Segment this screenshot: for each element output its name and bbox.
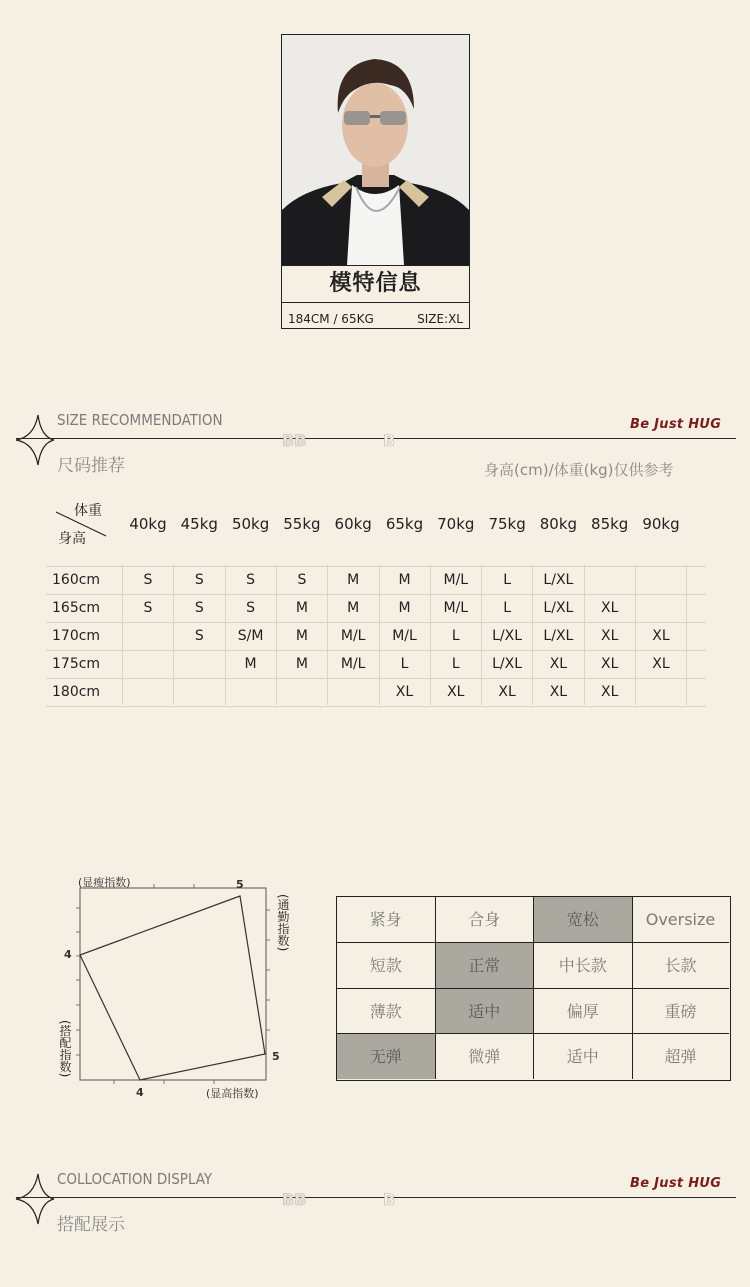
table-row-divider	[46, 594, 706, 595]
height-row-label: 170cm	[52, 628, 101, 644]
style-attribute-cell: 适中	[436, 989, 535, 1035]
size-cell: L	[451, 628, 460, 644]
height-index-label: (显高指数)	[206, 1087, 259, 1100]
brand-logo: Be Just HUG	[630, 1176, 722, 1191]
collocation-title-cn: 搭配展示	[57, 1215, 125, 1235]
index-polygon	[80, 896, 265, 1080]
slim-index-label: (显瘦指数)	[78, 876, 131, 889]
size-cell: M/L	[443, 600, 469, 616]
size-section-title-en: SIZE RECOMMENDATION	[57, 411, 223, 429]
table-row-divider	[46, 622, 706, 623]
style-attribute-cell: 重磅	[633, 989, 729, 1035]
height-row-label: 180cm	[52, 684, 101, 700]
index-frame	[80, 888, 266, 1080]
collocation-title-en: COLLOCATION DISPLAY	[57, 1170, 213, 1188]
svg-text:4: 4	[136, 1086, 144, 1099]
table-row-divider	[46, 678, 706, 679]
weight-column-header: 40kg	[129, 515, 167, 533]
size-cell: M/L	[340, 628, 366, 644]
model-info-title: 模特信息	[282, 265, 469, 303]
size-cell: M	[347, 572, 360, 588]
size-cell: L	[451, 656, 460, 672]
style-attribute-cell: 无弹	[337, 1034, 436, 1079]
model-photo	[282, 35, 469, 265]
height-row-label: 160cm	[52, 572, 101, 588]
b-logo-icon	[383, 431, 401, 453]
style-attribute-cell: 中长款	[534, 943, 633, 989]
size-cell: XL	[395, 684, 414, 700]
sparkle-icon	[14, 1172, 54, 1230]
weight-column-header: 85kg	[591, 515, 629, 533]
size-cell: S	[143, 600, 153, 616]
style-attribute-cell: 紧身	[337, 897, 436, 943]
height-row-label: 165cm	[52, 600, 101, 616]
size-cell: L	[503, 572, 511, 588]
style-attribute-cell: 正常	[436, 943, 535, 989]
size-cell: M	[347, 600, 360, 616]
style-attribute-cell: 超弹	[664, 1047, 697, 1067]
size-cell: XL	[549, 684, 568, 700]
size-cell: L/XL	[543, 628, 574, 644]
size-cell: S/M	[237, 628, 264, 644]
size-section-title-cn: 尺码推荐	[57, 456, 125, 476]
weight-column-header: 70kg	[437, 515, 475, 533]
svg-text:B: B	[383, 1190, 396, 1208]
size-cell: M/L	[392, 628, 417, 644]
model-card	[281, 34, 470, 329]
weight-column-header: 90kg	[642, 515, 680, 533]
brand-logo: Be Just HUG	[630, 417, 722, 432]
table-row-divider	[46, 650, 706, 651]
style-attribute-cell: 偏厚	[534, 989, 633, 1035]
style-attribute-cell: 适中	[534, 1034, 633, 1079]
section-divider	[16, 1197, 736, 1198]
size-cell: S	[143, 572, 153, 588]
bb-logo-icon	[282, 1190, 314, 1212]
sparkle-icon	[14, 413, 54, 471]
table-row-divider	[46, 706, 706, 707]
size-cell: XL	[652, 628, 670, 644]
size-cell: S	[194, 600, 204, 616]
svg-text:B: B	[383, 431, 396, 449]
size-cell: M	[244, 656, 257, 672]
height-header: 身高	[58, 531, 86, 547]
size-cell: L	[503, 600, 511, 616]
table-corner-header	[54, 498, 114, 548]
size-cell: XL	[652, 656, 670, 672]
size-cell: XL	[447, 684, 465, 700]
table-row-divider	[46, 566, 706, 567]
style-attribute-grid	[336, 896, 731, 1081]
weight-column-header: 60kg	[334, 515, 372, 533]
commute-index-label: (通勤指数)	[276, 894, 290, 952]
svg-text:BB: BB	[282, 431, 307, 449]
size-cell: S	[246, 572, 256, 588]
size-cell: XL	[600, 628, 619, 644]
model-size: SIZE:XL	[417, 312, 463, 326]
size-cell: S	[194, 628, 204, 644]
size-cell: L/XL	[492, 656, 523, 672]
size-cell: XL	[600, 600, 619, 616]
size-cell: XL	[549, 656, 568, 672]
size-cell: M	[398, 572, 411, 588]
size-cell: L/XL	[543, 572, 574, 588]
size-cell: M	[295, 628, 308, 644]
style-attribute-cell: 长款	[633, 943, 729, 989]
size-cell: M/L	[443, 572, 469, 588]
size-cell: S	[246, 600, 256, 616]
size-note: 身高(cm)/体重(kg)仅供参考	[484, 461, 674, 479]
weight-column-header: 65kg	[385, 515, 424, 533]
index-chart	[54, 870, 294, 1105]
svg-text:5: 5	[236, 878, 244, 891]
b-logo-icon	[383, 1190, 401, 1212]
size-cell: M	[295, 656, 308, 672]
style-attribute-cell: 微弹	[436, 1034, 535, 1079]
size-cell: M	[295, 600, 308, 616]
weight-column-header: 45kg	[180, 515, 218, 533]
height-row-label: 175cm	[52, 656, 101, 672]
size-cell: L	[400, 656, 409, 672]
weight-column-header: 50kg	[231, 515, 270, 533]
style-attribute-cell: 合身	[436, 897, 535, 943]
style-attribute-cell: Oversize	[633, 897, 729, 943]
match-index-label: (搭配指数)	[58, 1020, 72, 1078]
size-cell: M	[398, 600, 411, 616]
size-cell: L/XL	[492, 628, 523, 644]
svg-text:5: 5	[272, 1050, 280, 1063]
size-cell: XL	[600, 656, 619, 672]
svg-text:BB: BB	[282, 1190, 307, 1208]
style-attribute-cell: 薄款	[337, 989, 436, 1035]
weight-column-header: 75kg	[488, 515, 526, 533]
size-cell: S	[297, 572, 307, 588]
section-divider	[16, 438, 736, 439]
size-cell: M/L	[340, 656, 366, 672]
weight-header: 体重	[74, 503, 102, 519]
bb-logo-icon	[282, 431, 314, 453]
size-cell: XL	[600, 684, 619, 700]
size-cell: XL	[498, 684, 516, 700]
model-stats: 184CM / 65KG	[288, 312, 374, 326]
weight-column-header: 55kg	[283, 515, 321, 533]
size-cell: S	[194, 572, 204, 588]
weight-column-header: 80kg	[539, 515, 578, 533]
svg-text:4: 4	[64, 948, 72, 961]
size-cell: L/XL	[543, 600, 574, 616]
style-attribute-cell: 短款	[337, 943, 436, 989]
style-attribute-cell: 宽松	[534, 897, 633, 943]
